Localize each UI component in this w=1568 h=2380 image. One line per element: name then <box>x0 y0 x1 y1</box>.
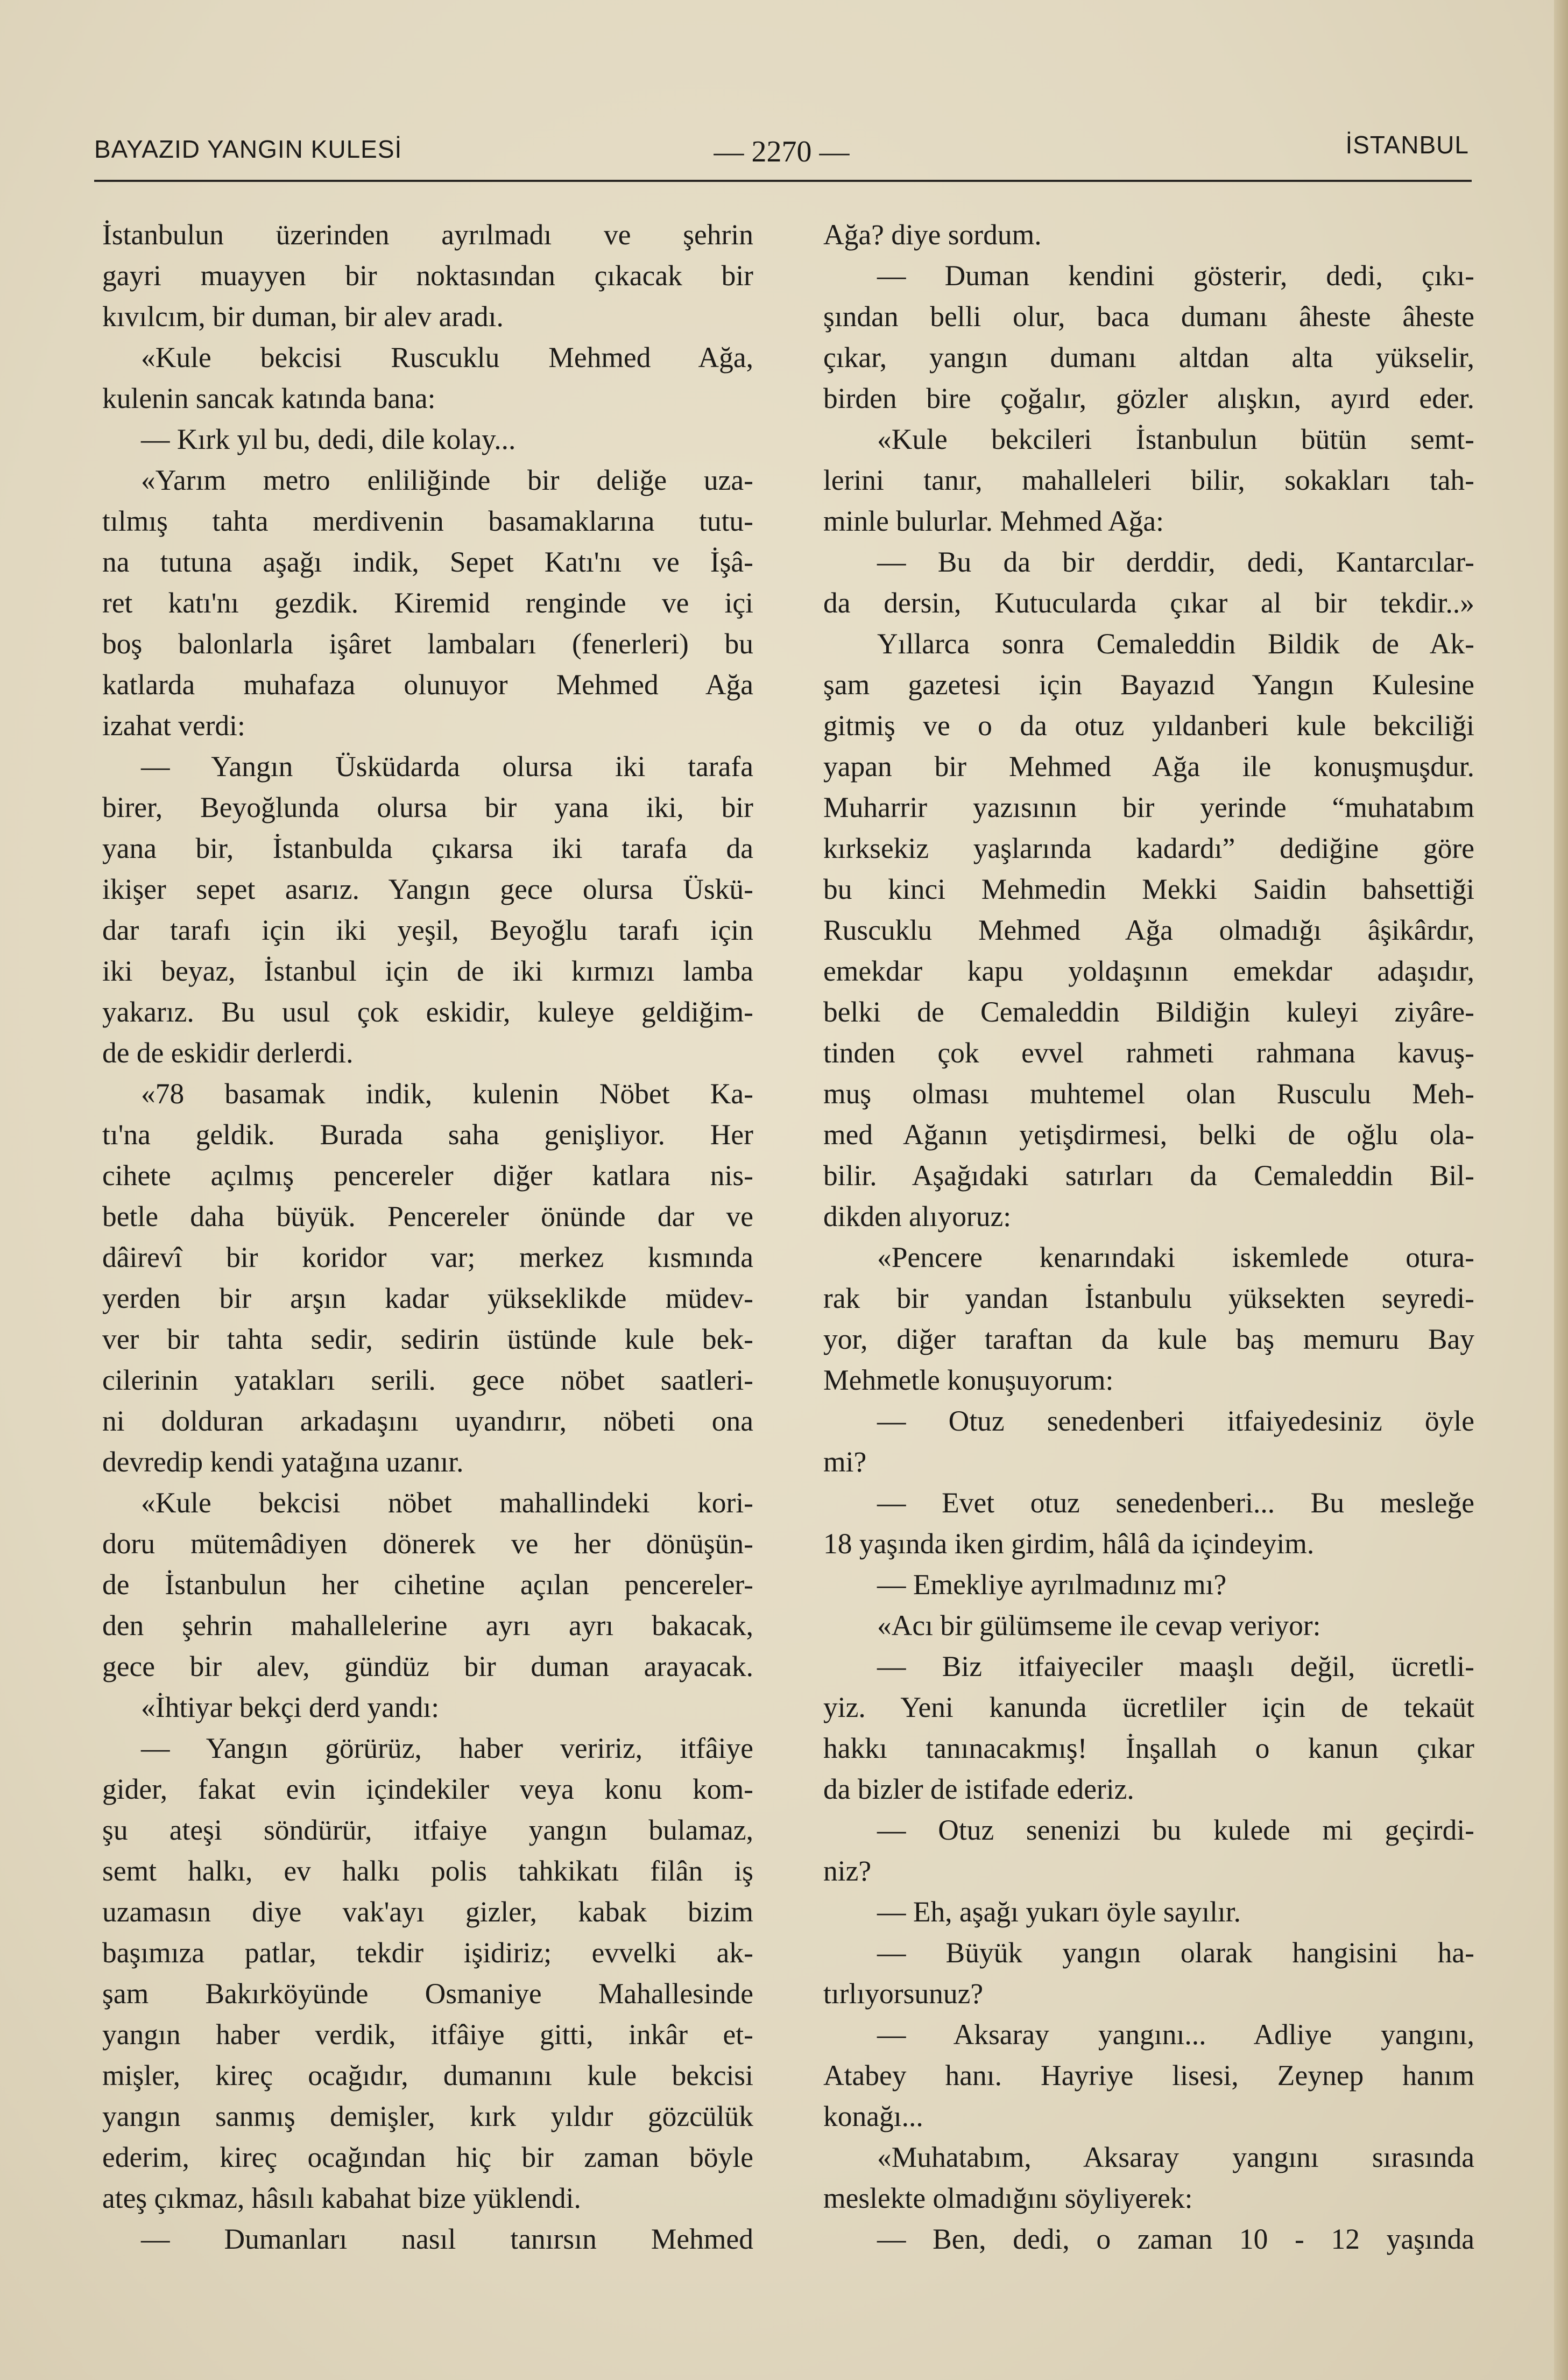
text-line: yakarız. Bu usul çok eskidir, kuleye geldiğim- <box>102 996 753 1028</box>
text-line: — Yangın görürüz, haber veririz, itfâiye <box>141 1732 753 1764</box>
text-line: rak bir yandan İstanbulu yüksekten seyredi- <box>823 1282 1474 1314</box>
header-section-title: BAYAZID YANGIN KULESİ <box>94 135 402 163</box>
text-line: bilir. Aşağıdaki satırları da Cemaleddin Bil- <box>823 1159 1474 1192</box>
text-line: ret katı'nı gezdik. Kiremid renginde ve içi <box>102 587 753 619</box>
text-line: yor, diğer taraftan da kule baş memuru Bay <box>823 1323 1474 1355</box>
text-line: devredip kendi yatağına uzanır. <box>102 1446 464 1478</box>
text-line: «Kule bekcisi Ruscuklu Mehmed Ağa, <box>141 341 753 374</box>
text-line: semt halkı, ev halkı polis tahkikatı filân iş <box>102 1855 753 1887</box>
text-line: — Otuz senedenberi itfaiyedesiniz öyle <box>877 1405 1474 1437</box>
text-line: konağı... <box>823 2100 923 2132</box>
text-line: gider, fakat evin içindekiler veya konu kom- <box>102 1773 753 1805</box>
text-line: ateş çıkmaz, hâsılı kabahat bize yüklendi. <box>102 2182 581 2214</box>
text-line: de de eskidir derlerdi. <box>102 1037 354 1069</box>
text-line: tı'na geldik. Burada saha genişliyor. Her <box>102 1118 753 1151</box>
text-line: betle daha büyük. Pencereler önünde dar ve <box>102 1200 753 1233</box>
text-line: minle bulurlar. Mehmed Ağa: <box>823 505 1164 537</box>
text-line: gece bir alev, gündüz bir duman arayacak. <box>102 1650 753 1682</box>
text-line: — Ben, dedi, o zaman 10 - 12 yaşında <box>877 2223 1474 2255</box>
text-line: şam gazetesi için Bayazıd Yangın Kulesine <box>823 668 1474 701</box>
text-line: «78 basamak indik, kulenin Nöbet Ka- <box>141 1078 753 1110</box>
text-line: — Bu da bir derddir, dedi, Kantarcılar- <box>877 546 1474 578</box>
text-line: dar tarafı için iki yeşil, Beyoğlu tarafı için <box>102 914 753 946</box>
text-line: 18 yaşında iken girdim, hâlâ da içindeyim. <box>823 1527 1315 1560</box>
running-header <box>94 131 1469 172</box>
text-line: «Kule bekcisi nöbet mahallindeki kori- <box>141 1487 753 1519</box>
text-line: hakkı tanınacakmış! İnşallah o kanun çıkar <box>823 1732 1474 1764</box>
left-text-column <box>102 214 753 2259</box>
text-line: boş balonlarla işâret lambaları (fenerleri) bu <box>102 628 753 660</box>
text-line: niz? <box>823 1855 872 1887</box>
text-line: ikişer sepet asarız. Yangın gece olursa Üskü- <box>102 873 753 905</box>
text-line: — Duman kendini gösterir, dedi, çıkı- <box>877 259 1474 292</box>
text-line: Yıllarca sonra Cemaleddin Bildik de Ak- <box>877 628 1474 660</box>
text-line: şından belli olur, baca dumanı âheste âheste <box>823 300 1474 333</box>
text-line: cihete açılmış pencereler diğer katlara nis- <box>102 1159 753 1192</box>
header-volume-title: İSTANBUL <box>1345 131 1469 159</box>
text-line: ederim, kireç ocağından hiç bir zaman böyle <box>102 2141 753 2173</box>
text-line: meslekte olmadığını söyliyerek: <box>823 2182 1193 2214</box>
text-line: den şehrin mahallelerine ayrı ayrı bakacak, <box>102 1609 753 1642</box>
text-line: tılmış tahta merdivenin basamaklarına tutu- <box>102 505 753 537</box>
text-line: doru mütemâdiyen dönerek ve her dönüşün- <box>102 1527 753 1560</box>
text-line: med Ağanın yetişdirmesi, belki de oğlu ola- <box>823 1118 1474 1151</box>
text-line: da dersin, Kutucularda çıkar al bir tekdir..» <box>823 587 1474 619</box>
right-text-column <box>823 214 1474 2259</box>
text-line: «Yarım metro enliliğinde bir deliğe uza- <box>141 464 753 496</box>
text-line: Atabey hanı. Hayriye lisesi, Zeynep hanım <box>823 2059 1474 2092</box>
text-line: — Dumanları nasıl tanırsın Mehmed <box>141 2223 753 2255</box>
text-line: yiz. Yeni kanunda ücretliler için de tekaüt <box>823 1691 1474 1723</box>
text-line: ni dolduran arkadaşını uyandırır, nöbeti ona <box>102 1405 753 1437</box>
text-line: tırlıyorsunuz? <box>823 1977 984 2010</box>
text-line: iki beyaz, İstanbul için de iki kırmızı lamba <box>102 955 753 987</box>
text-line: dâirevî bir koridor var; merkez kısmında <box>102 1241 753 1273</box>
text-line: mişler, kireç ocağıdır, dumanını kule bekcisi <box>102 2059 753 2092</box>
text-line: cilerinin yatakları serili. gece nöbet saatleri- <box>102 1364 753 1396</box>
text-line: kırksekiz yaşlarında kadardı” dediğine göre <box>823 832 1474 864</box>
text-line: belki de Cemaleddin Bildiğin kuleyi ziyâre- <box>823 996 1474 1028</box>
text-line: — Eh, aşağı yukarı öyle sayılır. <box>877 1896 1241 1928</box>
text-line: «Acı bir gülümseme ile cevap veriyor: <box>877 1609 1321 1642</box>
text-line: şu ateşi söndürür, itfaiye yangın bulamaz, <box>102 1814 753 1846</box>
text-line: gayri muayyen bir noktasından çıkacak bir <box>102 259 753 292</box>
text-line: yangın haber verdik, itfâiye gitti, inkâr et- <box>102 2018 753 2051</box>
text-line: başımıza patlar, tekdir işidiriz; evvelki ak- <box>102 1937 753 1969</box>
text-line: tinden çok evvel rahmeti rahmana kavuş- <box>823 1037 1474 1069</box>
text-line: katlarda muhafaza olunuyor Mehmed Ağa <box>102 668 753 701</box>
text-line: birer, Beyoğlunda olursa bir yana iki, bir <box>102 791 753 823</box>
text-line: bu kinci Mehmedin Mekki Saidin bahsettiği <box>823 873 1474 905</box>
text-line: şam Bakırköyünde Osmaniye Mahallesinde <box>102 1977 753 2010</box>
text-line: — Yangın Üsküdarda olursa iki tarafa <box>141 750 753 783</box>
page-edge-shadow <box>1554 0 1568 2380</box>
text-line: — Evet otuz senedenberi... Bu mesleğe <box>877 1487 1474 1519</box>
text-line: «Kule bekcileri İstanbulun bütün semt- <box>877 423 1474 455</box>
text-line: — Emekliye ayrılmadınız mı? <box>877 1568 1227 1601</box>
text-line: çıkar, yangın dumanı altdan alta yükselir, <box>823 341 1474 374</box>
text-line: yerden bir arşın kadar yükseklikde müdev- <box>102 1282 753 1314</box>
text-line: «Muhatabım, Aksaray yangını sırasında <box>877 2141 1474 2173</box>
text-line: emekdar kapu yoldaşının emekdar adaşıdır, <box>823 955 1474 987</box>
page-number: — 2270 — <box>714 135 850 168</box>
text-line: yapan bir Mehmed Ağa ile konuşmuşdur. <box>823 750 1474 783</box>
text-line: izahat verdi: <box>102 709 245 742</box>
text-line: — Büyük yangın olarak hangisini ha- <box>877 1937 1474 1969</box>
text-line: muş olması muhtemel olan Rusculu Meh- <box>823 1078 1474 1110</box>
text-line: «İhtiyar bekçi derd yandı: <box>141 1691 440 1723</box>
text-line: de İstanbulun her cihetine açılan pencereler- <box>102 1568 753 1601</box>
text-line: kıvılcım, bir duman, bir alev aradı. <box>102 300 504 333</box>
header-rule <box>94 180 1472 182</box>
text-line: — Aksaray yangını... Adliye yangını, <box>877 2018 1474 2051</box>
text-line: «Pencere kenarındaki iskemlede otura- <box>877 1241 1474 1273</box>
text-line: birden bire çoğalır, gözler alışkın, ayırd eder. <box>823 382 1474 414</box>
text-line: lerini tanır, mahalleleri bilir, sokakları tah- <box>823 464 1474 496</box>
text-line: mi? <box>823 1446 867 1478</box>
text-line: — Otuz senenizi bu kulede mi geçirdi- <box>877 1814 1474 1846</box>
text-line: yangın sanmış demişler, kırk yıldır gözcülük <box>102 2100 753 2132</box>
text-line: yana bir, İstanbulda çıkarsa iki tarafa da <box>102 832 753 864</box>
text-line: Muharrir yazısının bir yerinde “muhatabım <box>823 791 1474 823</box>
text-line: gitmiş ve o da otuz yıldanberi kule bekciliği <box>823 709 1474 742</box>
text-line: ver bir tahta sedir, sedirin üstünde kule bek- <box>102 1323 753 1355</box>
text-line: Ruscuklu Mehmed Ağa olmadığı âşikârdır, <box>823 914 1474 946</box>
text-line: — Kırk yıl bu, dedi, dile kolay... <box>141 423 516 455</box>
text-line: Ağa? diye sordum. <box>823 219 1042 251</box>
text-line: da bizler de istifade ederiz. <box>823 1773 1134 1805</box>
text-line: Mehmetle konuşuyorum: <box>823 1364 1114 1396</box>
text-line: kulenin sancak katında bana: <box>102 382 436 414</box>
text-line: — Biz itfaiyeciler maaşlı değil, ücretli- <box>877 1650 1474 1682</box>
text-line: İstanbulun üzerinden ayrılmadı ve şehrin <box>102 219 753 251</box>
text-line: na tutuna aşağı indik, Sepet Katı'nı ve İşâ- <box>102 546 753 578</box>
text-line: uzamasın diye vak'ayı gizler, kabak bizim <box>102 1896 753 1928</box>
text-line: dikden alıyoruz: <box>823 1200 1012 1233</box>
